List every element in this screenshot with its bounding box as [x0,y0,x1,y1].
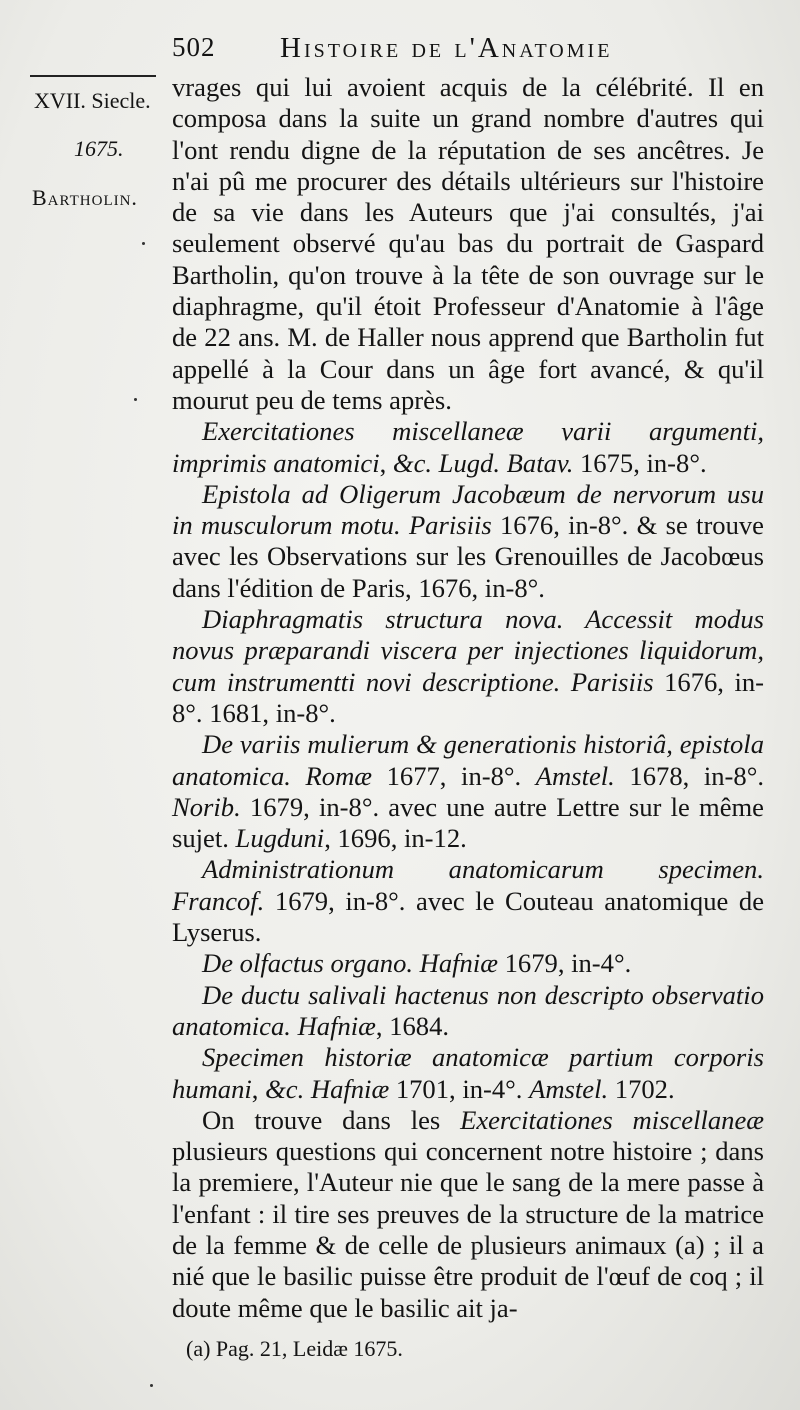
text-segment: 1679, in-4°. [497,948,632,979]
italic-title-segment: Lugduni [235,823,325,854]
text-segment: 1676, in-8°. 1681, in-8°. [172,666,764,728]
body-text [172,72,764,1324]
italic-title-segment: Amstel. [535,760,615,791]
text-segment: , [379,447,393,478]
paragraph [172,1042,764,1105]
text-segment: 1678, in-8°. [614,760,764,791]
print-speck [150,1384,153,1387]
italic-title-segment: Exercitationes miscellaneæ [460,1104,764,1135]
italic-title-segment: Diaphragmatis structura nova. Accessit modus novus præparandi viscera per injectiones liquidorum, cum instrumentti novi descriptione. Parisiis [172,604,764,697]
text-segment: 1679, in-8°. avec le Couteau anatomique de Lyserus. [172,885,764,948]
margin-rule [30,75,156,77]
italic-title-segment: De ductu salivali hactenus non descripto observatio anatomica. Hafniæ [172,979,764,1041]
page-number: 502 [172,32,216,62]
paragraph: vrages qui lui avoient acquis de la célébrité. Il en composa dans la suite un grand nombre d'autres qui l'ont rendu digne de la réputation de ses ancêtres. Je n'ai pû me procurer des détails ultérieurs sur l'histoire de sa vie dans les Auteurs que j'ai consultés, j'ai seulement observé qu'au bas du portrait de Gaspard Bartholin, qu'on trouve à la tête de son ouvrage sur le diaphragme, qu'il étoit Professeur d'Anatomie à l'âge de 22 ans. M. de Haller nous apprend que Bartholin fut appellé à la Cour dans un âge fort avancé, & qu'il mourut peu de tems après. [172,72,764,415]
italic-title-segment: De variis mulierum & generationis historiâ, epistola anatomica. Romæ [172,729,764,791]
running-title: Histoire de l'Anatomie [280,32,613,64]
margin-year: 1675. [74,136,124,161]
paragraph [172,854,764,948]
italic-title-segment: De olfactus organo. Hafniæ [202,948,498,979]
paragraph [172,479,764,604]
paragraph [172,1105,764,1324]
text-segment: plusieurs questions qui concernent notre histoire ; dans la premiere, l'Auteur nie que le sang de la mere passe à l'enfant : il tire ses preuves de la structure de la matrice de la femme & de celle de plusieurs animaux (a) ; il a nié que le basilic puisse être produit de l'œuf de coq ; il doute même que le basilic ait ja- [172,1136,764,1323]
footnote: (a) Pag. 21, Leidæ 1675. [186,1336,403,1361]
text-segment: , 1696, in-12. [324,823,467,854]
italic-title-segment: Exercitationes miscellaneæ varii argumenti, imprimis anatomici [172,416,764,478]
italic-title-segment: &c. Hafniæ [265,1073,390,1104]
italic-title-segment: Epistola ad Oligerum Jacobæum de nervorum usu in musculorum motu. Parisiis [172,478,764,541]
text-segment: 1701, in-4°. [389,1073,530,1104]
paragraph [172,729,764,854]
running-header [172,32,772,72]
margin-name: Bartholin. [32,185,138,210]
margin-century: XVII. Siecle. [34,88,151,113]
italic-title-segment: Norib. [172,791,241,822]
paragraph [172,416,764,479]
text-segment: 1702. [608,1073,675,1104]
text-segment: 1677, in-8°. [372,760,536,791]
print-speck [134,398,137,401]
paragraph [172,948,764,979]
italic-title-segment: Administrationum anatomicarum specimen. Francof. [172,854,764,916]
italic-title-segment: Specimen historiæ anatomicæ partium corporis humani [172,1042,764,1104]
text-segment: , [251,1073,266,1104]
italic-title-segment: Amstel. [529,1073,609,1104]
paragraph [172,604,764,729]
text-segment: , 1684. [375,1010,450,1041]
text-segment: 1676, in-8°. & se trouve avec les Observations sur les Grenouilles de Jacobœus dans l'édition de Paris, 1676, in-8°. [172,510,764,603]
print-speck [142,242,145,245]
text-segment: 1675, in-8°. [573,447,707,478]
paragraph [172,980,764,1043]
text-segment: 1679, in-8°. avec une autre Lettre sur le même sujet. [172,791,764,854]
italic-title-segment: &c. Lugd. Batav. [392,447,574,478]
text-segment: On trouve dans les [202,1104,461,1135]
